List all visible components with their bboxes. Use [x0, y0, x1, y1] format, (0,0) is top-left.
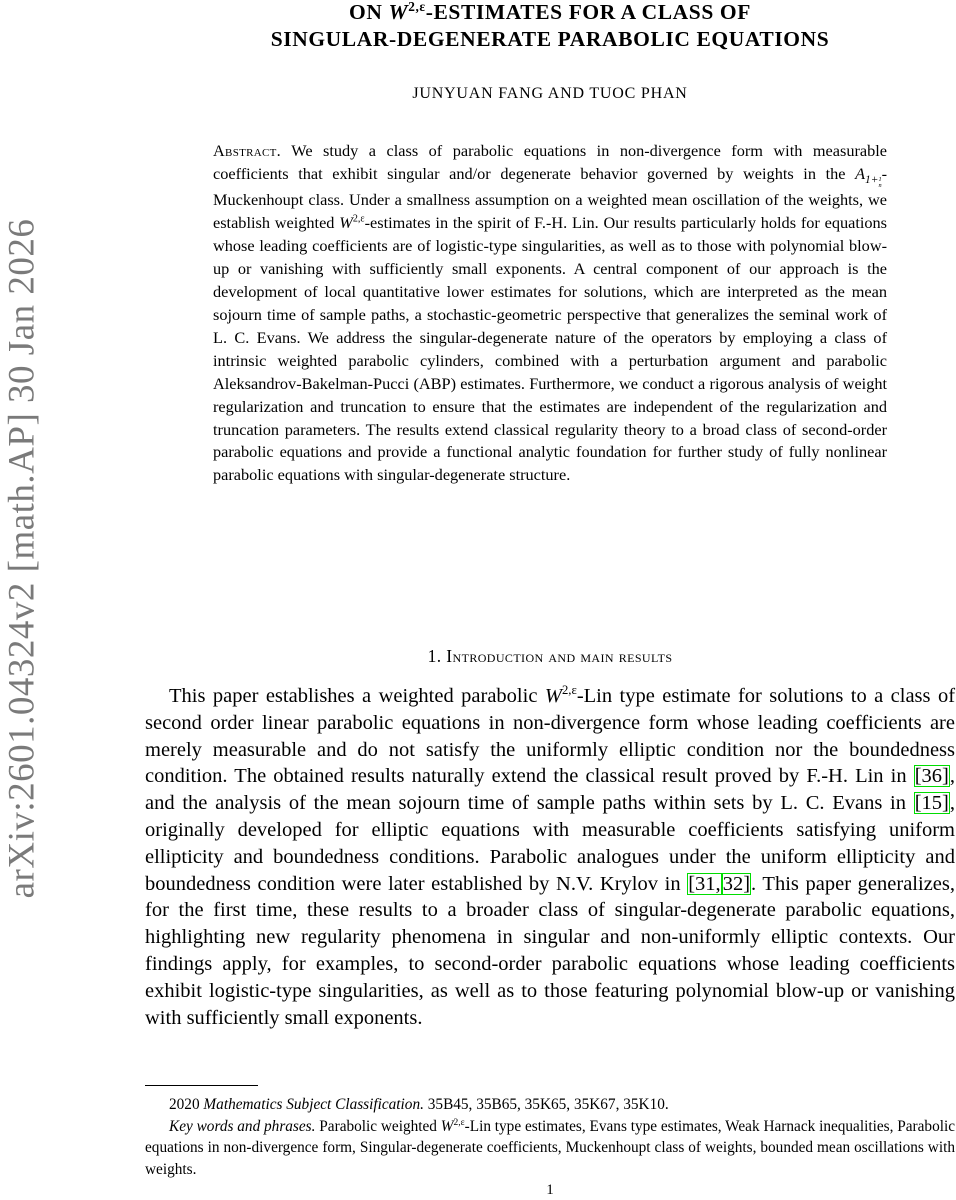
page-number: 1	[546, 1182, 554, 1198]
keywords-footnote: Key words and phrases. Parabolic weighted $W^{2,\varepsilon}$-Lin type estimates, Evans type estimates, Weak Harnack inequalities, Parabolic equations in non-divergence form, Singular-degenerate coefficients, Muckenhoupt class of weights, bounded mean oscillations with weights.	[145, 1117, 956, 1178]
title-line-1: ON $W^{2,\varepsilon}$-ESTIMATES FOR A CLASS OF	[349, 0, 751, 24]
title-line-2: SINGULAR-DEGENERATE PARABOLIC EQUATIONS	[270, 27, 830, 51]
intro-paragraph: This paper establishes a weighted parabolic $W^{2,\varepsilon}$-Lin type estimate for solutions to a class of second order linear parabolic equations in non-divergence form whose leading coefficients are merely measurable and do not satisfy the uniformly elliptic condition nor the boundedness condition. The obtained results naturally extend the classical result proved by F.-H. Lin in [36], and the analysis of the mean sojourn time of sample paths within sets by L. C. Evans in [15], originally developed for elliptic equations with measurable coefficients satisfying uniform ellipticity and boundedness conditions. Parabolic analogues under the uniform ellipticity and boundedness condition were later established by N.V. Krylov in [31,32]. This paper generalizes, for the first time, these results to a broader class of singular-degenerate parabolic equations, highlighting new regularity phenomena in singular and non-uniformly elliptic contexts. Our findings apply, for examples, to second-order parabolic equations whose leading coefficients exhibit logistic-type singularities, as well as to those featuring polynomial blow-up or vanishing with sufficiently small exponents.	[145, 683, 956, 1029]
citation-32[interactable]: 32]	[722, 872, 751, 895]
footnotes	[145, 1094, 955, 1180]
muckenhoupt-symbol: $A_{1+1 n}$	[855, 163, 882, 190]
citation-36[interactable]: [36]	[914, 765, 949, 788]
footnote-rule	[145, 1085, 258, 1086]
abstract-label: Abstract.	[213, 141, 282, 160]
abstract: Abstract. We study a class of parabolic equations in non-divergence form with measurable coefficients that exhibit singular and/or degenerate behavior governed by weights in the $A_{1+1 n}$-Muckenhoupt class. Under a smallness assumption on a weighted mean oscillation of the weights, we establish weighted $W^{2,\varepsilon}$-estimates in the spirit of F.-H. Lin. Our results particularly holds for equations whose leading coefficients are of logistic-type singularities, as well as to those with polynomial blow-up or vanishing with sufficiently small exponents. A central component of our approach is the development of local quantitative lower estimates for solutions, which are interpreted as the mean sojourn time of sample paths, a stochastic-geometric perspective that generalizes the seminal work of L. C. Evans. We address the singular-degenerate nature of the operators by employing a class of intrinsic weighted parabolic cylinders, combined with a perturbation argument and parabolic Aleksandrov-Bakelman-Pucci (ABP) estimates. Furthermore, we conduct a rigorous analysis of weight regularization and truncation to ensure that the estimates are independent of the regularization and truncation parameters. The results extend classical regularity theory to a broad class of second-order parabolic equations and provide a functional analytic foundation for further study of fully nonlinear parabolic equations with singular-degenerate structure.	[213, 141, 887, 485]
citation-31[interactable]: [31,	[688, 872, 721, 895]
paper-title	[145, 0, 955, 53]
section-heading: 1. Introduction and main results	[427, 646, 673, 666]
arxiv-stamp	[0, 208, 44, 908]
msc-footnote: 2020 Mathematics Subject Classification. 35B45, 35B65, 35K65, 35K67, 35K10.	[169, 1096, 669, 1113]
citation-15[interactable]: [15]	[914, 792, 949, 815]
authors: JUNYUAN FANG AND TUOC PHAN	[412, 85, 688, 102]
arxiv-identifier: arXiv:2601.04324v2 [math.AP] 30 Jan 2026	[1, 218, 43, 898]
